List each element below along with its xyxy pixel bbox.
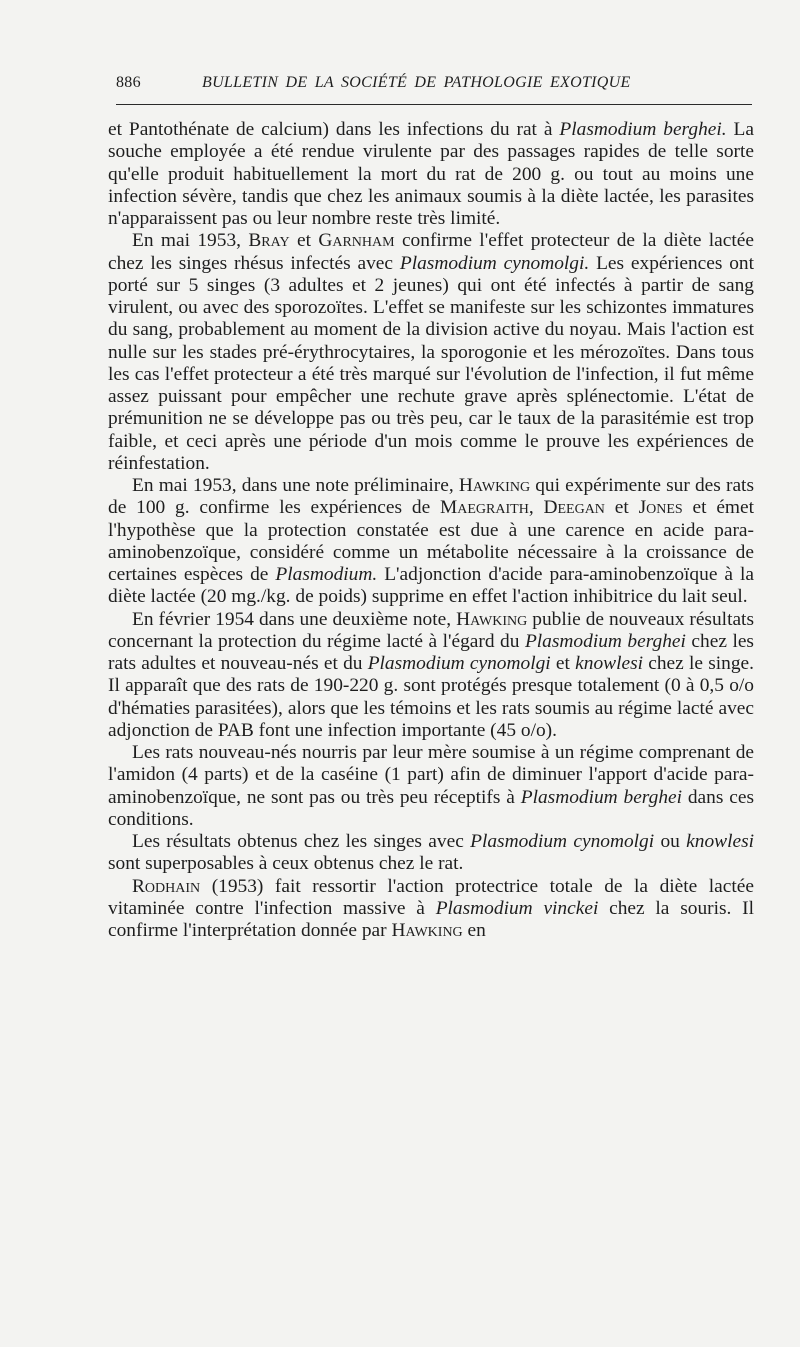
italic-term: Plasmodium berghei [524,630,686,652]
italic-term: Plasmodium berghei [520,786,683,808]
text-run: chez les rats adultes et nouveau-nés et du [108,630,754,674]
paragraph-p5 [108,742,754,831]
text-run: et [550,653,576,674]
text-run: ou [654,831,687,852]
paragraph-p2 [108,230,754,475]
text-run: et [604,497,639,519]
text-run: sont superposables à ceux obtenus chez le rat. [108,853,464,875]
text-run: confirme l'effet protecteur de la diète lactée chez les singes rhésus infectés avec [108,230,754,274]
text-run: (1953) fait ressortir l'action protectrice totale de la diète lactée vitaminée contre l'infection massive à [108,875,754,919]
page-number: 886 [116,74,141,91]
author-name: Garnham [318,230,395,252]
italic-term: Plasmodium vinckei [435,897,599,919]
text-run: publie de nouveaux résultats concernant la protection du régime lacté à l'égard du [108,608,754,652]
paragraph-p3 [108,475,754,609]
author-name: Deegan [543,497,605,519]
text-run: , [528,497,544,519]
author-name: Hawking [456,608,528,630]
text-run: dans ces conditions. [108,786,755,830]
text-run: qui expérimente sur des rats de 100 g. confirme les expériences de [108,475,754,519]
text-run: Les expériences ont porté sur 5 singes (3 adultes et 2 jeunes) qui ont été infectés à partir de sang virulent, ou avec des sporozoïtes. L'effet se manifeste sur les schizontes immatures du sang, probablement au moment de la division active du noyau. Mais l'action est nulle sur les stades pré-érythrocytaires, la sporogonie et les mérozoïtes. Dans tous les cas l'effet protecteur a été très marqué sur l'évolution de l'infection, il fut même assez puissant pour empêcher une rechute grave après splénectomie. L'état de prémunition ne se développe pas ou très peu, car le taux de la parasitémie est trop faible, et ceci après une période d'un mois comme le prouve les expériences de réinfestation. [108,252,755,474]
text-run: En février 1954 dans une deuxième note, [132,608,457,630]
author-name: Maegraith [440,497,529,519]
italic-term: Plasmodium. [275,564,378,585]
text-run: et [289,230,319,252]
paragraph-p4 [108,609,754,743]
italic-term: Plasmodium berghei. [559,119,727,140]
page-header [116,74,752,98]
body-text [108,119,754,942]
author-name: Hawking [391,920,463,941]
author-name: Jones [638,497,683,519]
text-run: En mai 1953, dans une note préliminaire, [132,475,459,496]
paragraph-p1 [108,119,754,230]
text-run: et Pantothénate de calcium) dans les infections du rat à [108,119,560,140]
header-rule [116,104,752,105]
italic-term: knowlesi [575,653,643,674]
text-run: L'adjonction d'acide para-aminobenzoïque à la diète lactée (20 mg./kg. de poids) supprime en effet l'action inhibitrice du lait seul. [108,564,754,608]
italic-term: Plasmodium cynomolgi [367,653,551,674]
text-run: La souche employée a été rendue virulente par des passages rapides de telle sorte qu'elle produit habituellement la mort du rat de 200 g. ou tout au moins une infection sévère, tandis que chez les animaux soumis à la diète lactée, les parasites n'apparaissent pas ou leur nombre reste très limité. [108,119,754,229]
text-run: en [462,920,486,941]
text-run: En mai 1953, [132,230,249,252]
author-name: Rodhain [132,875,201,897]
text-run: chez la souris. Il confirme l'interprétation donnée par [108,897,755,941]
italic-term: Plasmodium cynomolgi. [399,252,590,274]
author-name: Hawking [458,475,531,496]
italic-term: knowlesi [686,831,754,852]
text-run: chez le singe. Il apparaît que des rats de 190-220 g. sont protégés presque totalement (0 à 0,5 o/o d'hématies parasitées), alors que les témoins et les rats soumis au régime lacté avec adjonction de PAB font une infection importante (45 o/o). [108,653,754,741]
running-head: BULLETIN DE LA SOCIÉTÉ DE PATHOLOGIE EXOTIQUE [202,74,631,91]
text-run: Les résultats obtenus chez les singes avec [132,831,471,852]
paragraph-p6 [108,831,754,876]
italic-term: Plasmodium cynomolgi [470,831,655,852]
text-run: et émet l'hypothèse que la protection constatée est due à une carence en acide para-aminobenzoïque, considéré comme un métabolite nécessaire à la croissance de certaines espèces de [108,497,755,585]
paragraph-p7 [108,876,754,943]
author-name: Bray [248,230,290,252]
text-run: Les rats nouveau-nés nourris par leur mère soumise à un régime comprenant de l'amidon (4 parts) et de la caséine (1 part) afin de diminuer l'apport d'acide para-aminobenzoïque, ne sont pas ou très peu réceptifs à [108,742,754,808]
